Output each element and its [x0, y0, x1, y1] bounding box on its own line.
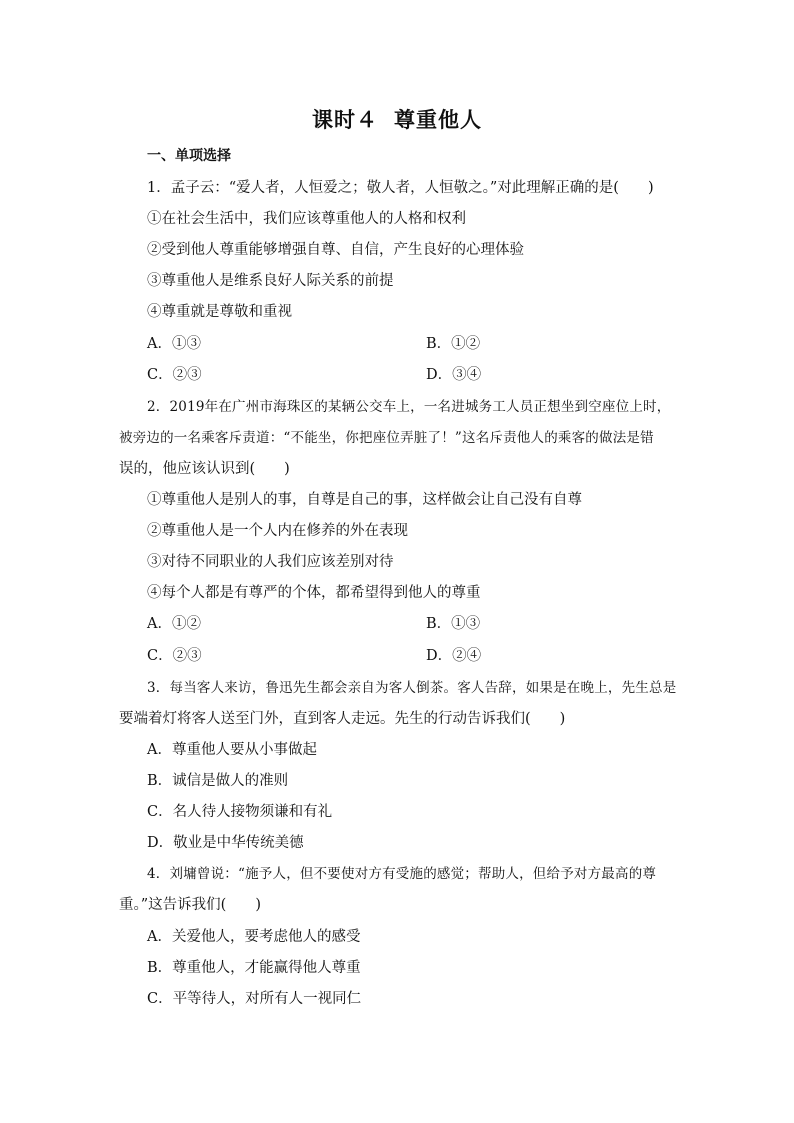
question-4-option-b: B．尊重他人，才能赢得他人尊重	[147, 960, 361, 976]
question-1-statement-1: ①在社会生活中，我们应该尊重他人的人格和权利	[147, 211, 466, 227]
question-3-option-a: A．尊重他人要从小事做起	[147, 742, 317, 758]
question-1-option-d: D．③④	[426, 367, 482, 383]
question-2-stem-line-2: 被旁边的一名乘客斥责道：“不能坐，你把座位弄脏了！”这名斥责他人的乘客的做法是错	[119, 430, 654, 446]
question-1-option-c: C．②③	[147, 367, 202, 383]
question-4-option-a: A．关爱他人，要考虑他人的感受	[147, 929, 361, 945]
question-2-statement-1: ①尊重他人是别人的事，自尊是自己的事，这样做会让自己没有自尊	[147, 492, 582, 508]
question-3-option-c: C．名人待人接物须谦和有礼	[147, 804, 333, 820]
question-1-statement-3: ③尊重他人是维系良好人际关系的前提	[147, 273, 394, 289]
question-1-statement-4: ④尊重就是尊敬和重视	[147, 304, 292, 320]
question-3-stem-line-2: 要端着灯将客人送至门外，直到客人走远。先生的行动告诉我们( )	[119, 711, 566, 727]
page-title	[0, 104, 794, 134]
question-3-option-d: D．敬业是中华传统美德	[147, 835, 304, 851]
question-4-stem-line-2: 重。”这告诉我们( )	[119, 897, 261, 913]
question-3-option-b: B．诚信是做人的准则	[147, 773, 289, 789]
question-4-option-c: C．平等待人，对所有人一视同仁	[147, 991, 362, 1007]
question-2-stem-line-3: 误的，他应该认识到( )	[119, 461, 290, 477]
question-4-stem-line-1: 4．刘墉曾说：“施予人，但不要使对方有受施的感觉；帮助人，但给予对方最高的尊	[147, 866, 657, 882]
question-2-stem-line-1: 2．2019年在广州市海珠区的某辆公交车上，一名进城务工人员正想坐到空座位上时，	[147, 399, 671, 415]
question-1-stem: 1．孟子云：“爱人者，人恒爱之；敬人者，人恒敬之。”对此理解正确的是( )	[147, 180, 654, 196]
question-1-option-b: B．①②	[426, 336, 481, 352]
lesson-topic: 尊重他人	[394, 108, 482, 132]
question-2-statement-2: ②尊重他人是一个人内在修养的外在表现	[147, 523, 408, 539]
question-2-statement-4: ④每个人都是有尊严的个体，都希望得到他人的尊重	[147, 585, 481, 601]
question-2-option-c: C．②③	[147, 648, 202, 664]
question-2-option-a: A．①②	[147, 616, 201, 632]
section-heading: 一、单项选择	[147, 148, 231, 164]
question-2-statement-3: ③对待不同职业的人我们应该差别对待	[147, 554, 394, 570]
lesson-number: 课时４	[312, 108, 378, 132]
question-1-statement-2: ②受到他人尊重能够增强自尊、自信，产生良好的心理体验	[147, 242, 524, 258]
question-2-option-d: D．②④	[426, 648, 482, 664]
question-2-option-b: B．①③	[426, 616, 481, 632]
question-3-stem-line-1: 3．每当客人来访，鲁迅先生都会亲自为客人倒茶。客人告辞，如果是在晚上，先生总是	[147, 680, 677, 696]
question-1-option-a: A．①③	[147, 336, 201, 352]
